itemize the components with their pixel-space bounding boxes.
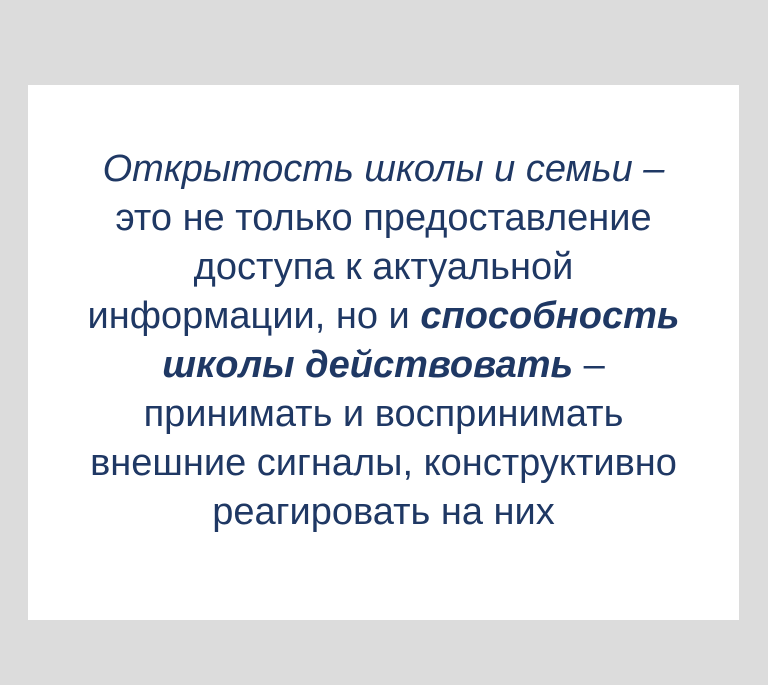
text-line xyxy=(28,145,739,194)
text-line xyxy=(28,439,739,488)
text-segment-bold-italic: способность xyxy=(420,295,680,337)
text-segment-bold-italic: школы действовать xyxy=(162,344,574,386)
text-line xyxy=(28,194,739,243)
slide-card xyxy=(28,85,739,620)
text-segment: принимать и воспринимать xyxy=(143,393,624,435)
text-segment: это не только предоставление xyxy=(115,197,652,239)
text-line xyxy=(28,292,739,341)
text-segment: информации, но и xyxy=(87,295,421,337)
text-line xyxy=(28,390,739,439)
text-segment-italic: Открытость школы и семьи – xyxy=(102,148,665,190)
slide-text-block xyxy=(28,145,739,537)
text-segment: внешние сигналы, конструктивно xyxy=(90,442,677,484)
text-line xyxy=(28,243,739,292)
text-line xyxy=(28,488,739,537)
text-segment: – xyxy=(573,344,605,386)
text-segment: реагировать на них xyxy=(212,491,555,533)
text-line xyxy=(28,341,739,390)
text-segment: доступа к актуальной xyxy=(193,246,574,288)
